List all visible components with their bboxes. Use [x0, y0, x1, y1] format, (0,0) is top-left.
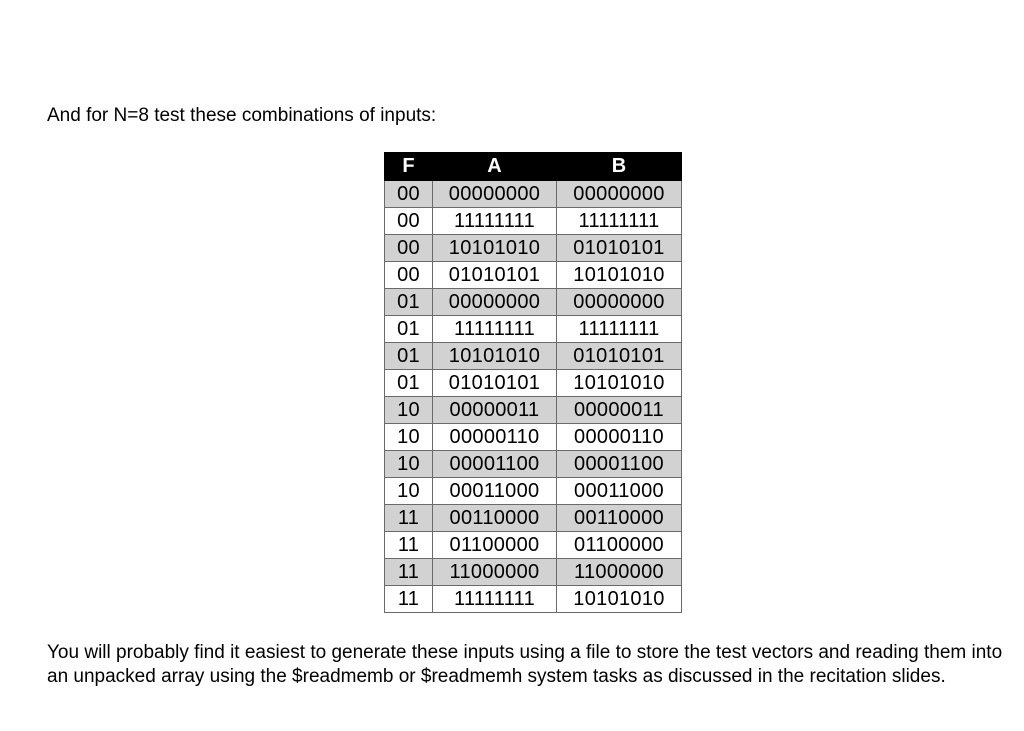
cell-f: 11 — [385, 532, 433, 559]
intro-paragraph: And for N=8 test these combinations of inputs: — [47, 105, 437, 126]
cell-f: 01 — [385, 289, 433, 316]
cell-f: 10 — [385, 424, 433, 451]
table-header-row — [385, 153, 682, 181]
cell-b: 00001100 — [557, 451, 682, 478]
cell-f: 10 — [385, 478, 433, 505]
cell-f: 00 — [385, 262, 433, 289]
table-row — [385, 316, 682, 343]
test-vector-table — [384, 152, 682, 613]
table-row — [385, 586, 682, 613]
cell-b: 00000110 — [557, 424, 682, 451]
cell-f: 00 — [385, 235, 433, 262]
cell-a: 00011000 — [433, 478, 557, 505]
cell-f: 11 — [385, 586, 433, 613]
cell-f: 11 — [385, 505, 433, 532]
cell-b: 01010101 — [557, 235, 682, 262]
cell-a: 00001100 — [433, 451, 557, 478]
header-f: F — [385, 153, 433, 181]
cell-a: 10101010 — [433, 343, 557, 370]
table-row — [385, 532, 682, 559]
cell-a: 00000000 — [433, 181, 557, 208]
cell-f: 11 — [385, 559, 433, 586]
instructions-paragraph: You will probably find it easiest to generate these inputs using a file to store the test vectors and reading them into an unpacked array using the $readmemb or $readmemh system tasks as discussed in the recitation slides. — [47, 642, 1003, 687]
cell-a: 10101010 — [433, 235, 557, 262]
table-row — [385, 451, 682, 478]
cell-a: 01100000 — [433, 532, 557, 559]
cell-f: 10 — [385, 397, 433, 424]
cell-b: 01010101 — [557, 343, 682, 370]
cell-b: 11111111 — [557, 316, 682, 343]
cell-a: 11111111 — [433, 316, 557, 343]
table-row — [385, 370, 682, 397]
cell-b: 00011000 — [557, 478, 682, 505]
header-b: B — [557, 153, 682, 181]
cell-a: 01010101 — [433, 370, 557, 397]
cell-a: 11111111 — [433, 208, 557, 235]
cell-b: 00000011 — [557, 397, 682, 424]
table-row — [385, 424, 682, 451]
cell-b: 00000000 — [557, 289, 682, 316]
table-row — [385, 235, 682, 262]
cell-b: 10101010 — [557, 586, 682, 613]
cell-a: 00000011 — [433, 397, 557, 424]
cell-a: 01010101 — [433, 262, 557, 289]
cell-a: 00000000 — [433, 289, 557, 316]
table-row — [385, 478, 682, 505]
cell-a: 11000000 — [433, 559, 557, 586]
cell-f: 00 — [385, 208, 433, 235]
cell-a: 11111111 — [433, 586, 557, 613]
table-row — [385, 262, 682, 289]
cell-b: 00000000 — [557, 181, 682, 208]
table-row — [385, 208, 682, 235]
table-row — [385, 559, 682, 586]
cell-b: 10101010 — [557, 262, 682, 289]
cell-b: 11000000 — [557, 559, 682, 586]
cell-f: 01 — [385, 370, 433, 397]
table-row — [385, 289, 682, 316]
cell-f: 01 — [385, 343, 433, 370]
cell-a: 00110000 — [433, 505, 557, 532]
cell-b: 01100000 — [557, 532, 682, 559]
cell-b: 00110000 — [557, 505, 682, 532]
table-row — [385, 343, 682, 370]
cell-f: 01 — [385, 316, 433, 343]
table-row — [385, 397, 682, 424]
cell-b: 11111111 — [557, 208, 682, 235]
cell-b: 10101010 — [557, 370, 682, 397]
cell-f: 00 — [385, 181, 433, 208]
cell-a: 00000110 — [433, 424, 557, 451]
table-row — [385, 181, 682, 208]
header-a: A — [433, 153, 557, 181]
table-row — [385, 505, 682, 532]
cell-f: 10 — [385, 451, 433, 478]
